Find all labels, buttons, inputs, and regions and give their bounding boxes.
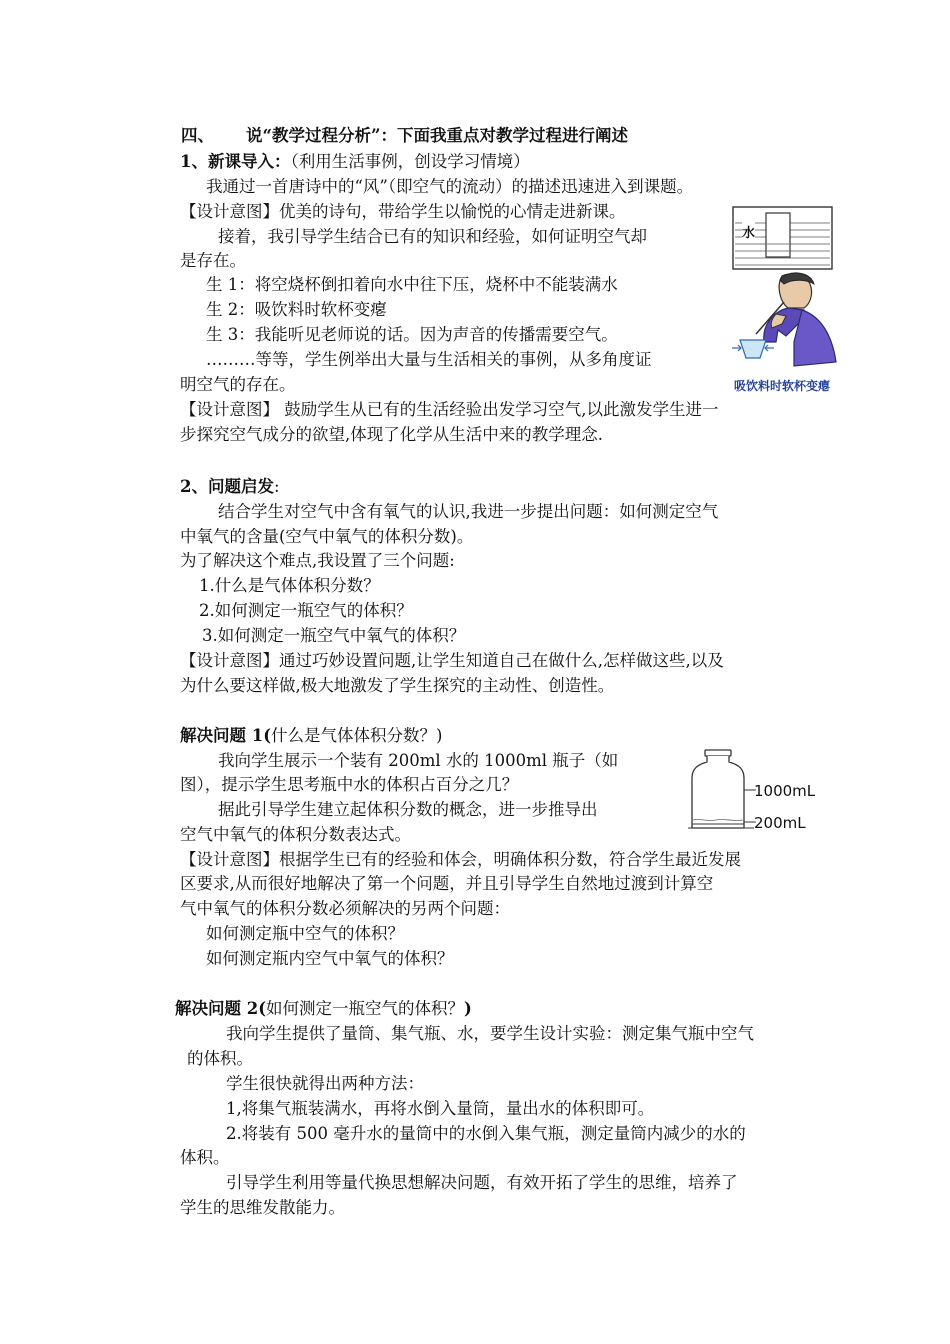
paragraph-line: 图），提示学生思考瓶中水的体积占百分之几？ — [180, 775, 519, 794]
paragraph-line: 学生的思维发散能力。 — [180, 1198, 345, 1217]
solve1-title-line — [180, 724, 442, 748]
part2-title-colon: : — [273, 477, 280, 496]
paragraph-line: 结合学生对空气中含有氧气的认识,我进一步提出问题：如何测定空气 — [218, 502, 719, 521]
part1-title-note: （利用生活事例，创设学习情境） — [290, 152, 530, 171]
method-2: 2.将装有 500 毫升水的量筒中的水倒入集气瓶，测定量筒内减少的水的 — [226, 1124, 746, 1143]
solve1-title: 解决问题 1( — [180, 726, 272, 745]
section-number: 四、 — [181, 126, 214, 145]
solve2-title-line — [175, 997, 472, 1021]
design-intent: 为什么要这样做,极大地激发了学生探究的主动性、创造性。 — [180, 676, 615, 695]
section-heading: 说“教学过程分析”：下面我重点对教学过程进行阐述 — [246, 126, 628, 145]
bottle-volume-label: 1000mL — [754, 782, 816, 800]
solve2-title-text: 如何测定一瓶空气的体积？ — [266, 999, 465, 1018]
paragraph-line: 引导学生利用等量代换思想解决问题，有效开拓了学生的思维，培养了 — [226, 1173, 738, 1192]
water-label: 水 — [742, 222, 755, 241]
paragraph-line: 空气中氧气的体积分数表达式。 — [180, 825, 411, 844]
paragraph-line: 是存在。 — [180, 251, 246, 270]
part2-title-line — [180, 475, 280, 499]
drinking-straw-figure — [732, 272, 840, 372]
drinking-figure-caption: 吸饮料时软杯变瘪 — [734, 379, 831, 393]
follow-up-question: 如何测定瓶中空气的体积？ — [206, 924, 404, 943]
paragraph-line: 我向学生展示一个装有 200ml 水的 1000ml 瓶子（如 — [218, 751, 619, 770]
design-intent: 【设计意图】通过巧妙设置问题,让学生知道自己在做什么,怎样做这些,以及 — [180, 651, 724, 670]
paragraph-line: 接着，我引导学生结合已有的知识和经验，如何证明空气却 — [218, 227, 647, 246]
design-intent: 【设计意图】 鼓励学生从已有的生活经验出发学习空气,以此激发学生进一 — [180, 400, 719, 419]
question-2: 2.如何测定一瓶空气的体积？ — [199, 601, 413, 620]
question-1: 1.什么是气体体积分数？ — [199, 576, 380, 595]
student-answer-3: 生 3：我能听见老师说的话。因为声音的传播需要空气。 — [206, 325, 618, 344]
design-intent: 步探究空气成分的欲望,体现了化学从生活中来的教学理念. — [180, 425, 603, 444]
paragraph-line: 我向学生提供了量筒、集气瓶、水，要学生设计实验：测定集气瓶中空气 — [226, 1024, 754, 1043]
design-intent: 区要求,从而很好地解决了第一个问题，并且引导学生自然地过渡到计算空 — [180, 874, 714, 893]
part1-paragraph: 我通过一首唐诗中的“风”（即空气的流动）的描述迅速进入到课题。 — [206, 177, 694, 196]
design-intent: 【设计意图】根据学生已有的经验和体会，明确体积分数，符合学生最近发展 — [180, 850, 741, 869]
solve2-title: 解决问题 2( — [175, 999, 267, 1018]
solve1-title-text: 什么是气体体积分数？) — [271, 726, 443, 745]
question-3: 3.如何测定一瓶空气中氧气的体积？ — [202, 626, 466, 645]
paragraph-line: 中氧气的含量(空气中氧气的体积分数)。 — [180, 527, 474, 546]
student-answer-2: 生 2：吸饮料时软杯变瘪 — [206, 300, 387, 319]
paragraph-line: 明空气的存在。 — [180, 375, 296, 394]
paragraph-line: ………等等，学生例举出大量与生活相关的事例，从多角度证 — [206, 350, 652, 369]
part2-title: 2、问题启发 — [180, 477, 274, 496]
method-2-continued: 体积。 — [180, 1148, 230, 1167]
paragraph-line: 的体积。 — [187, 1049, 253, 1068]
solve2-title-close: ) — [464, 999, 472, 1018]
method-1: 1,将集气瓶装满水，再将水倒入量筒，量出水的体积即可。 — [226, 1099, 655, 1118]
student-answer-1: 生 1：将空烧杯倒扣着向水中往下压，烧杯中不能装满水 — [206, 275, 618, 294]
bottle-figure — [688, 748, 758, 834]
water-volume-label: 200mL — [754, 814, 806, 832]
part1-title: 1、新课导入： — [180, 152, 291, 171]
follow-up-question: 如何测定瓶内空气中氧气的体积？ — [206, 949, 454, 968]
paragraph-line: 学生很快就得出两种方法： — [226, 1074, 424, 1093]
paragraph-line: 为了解决这个难点,我设置了三个问题: — [180, 551, 455, 570]
part1-title-line — [180, 150, 530, 174]
paragraph-line: 据此引导学生建立起体积分数的概念，进一步推导出 — [218, 800, 598, 819]
design-intent: 【设计意图】优美的诗句，带给学生以愉悦的心情走进新课。 — [180, 202, 626, 221]
design-intent: 气中氧气的体积分数必须解决的另两个问题： — [180, 899, 510, 918]
